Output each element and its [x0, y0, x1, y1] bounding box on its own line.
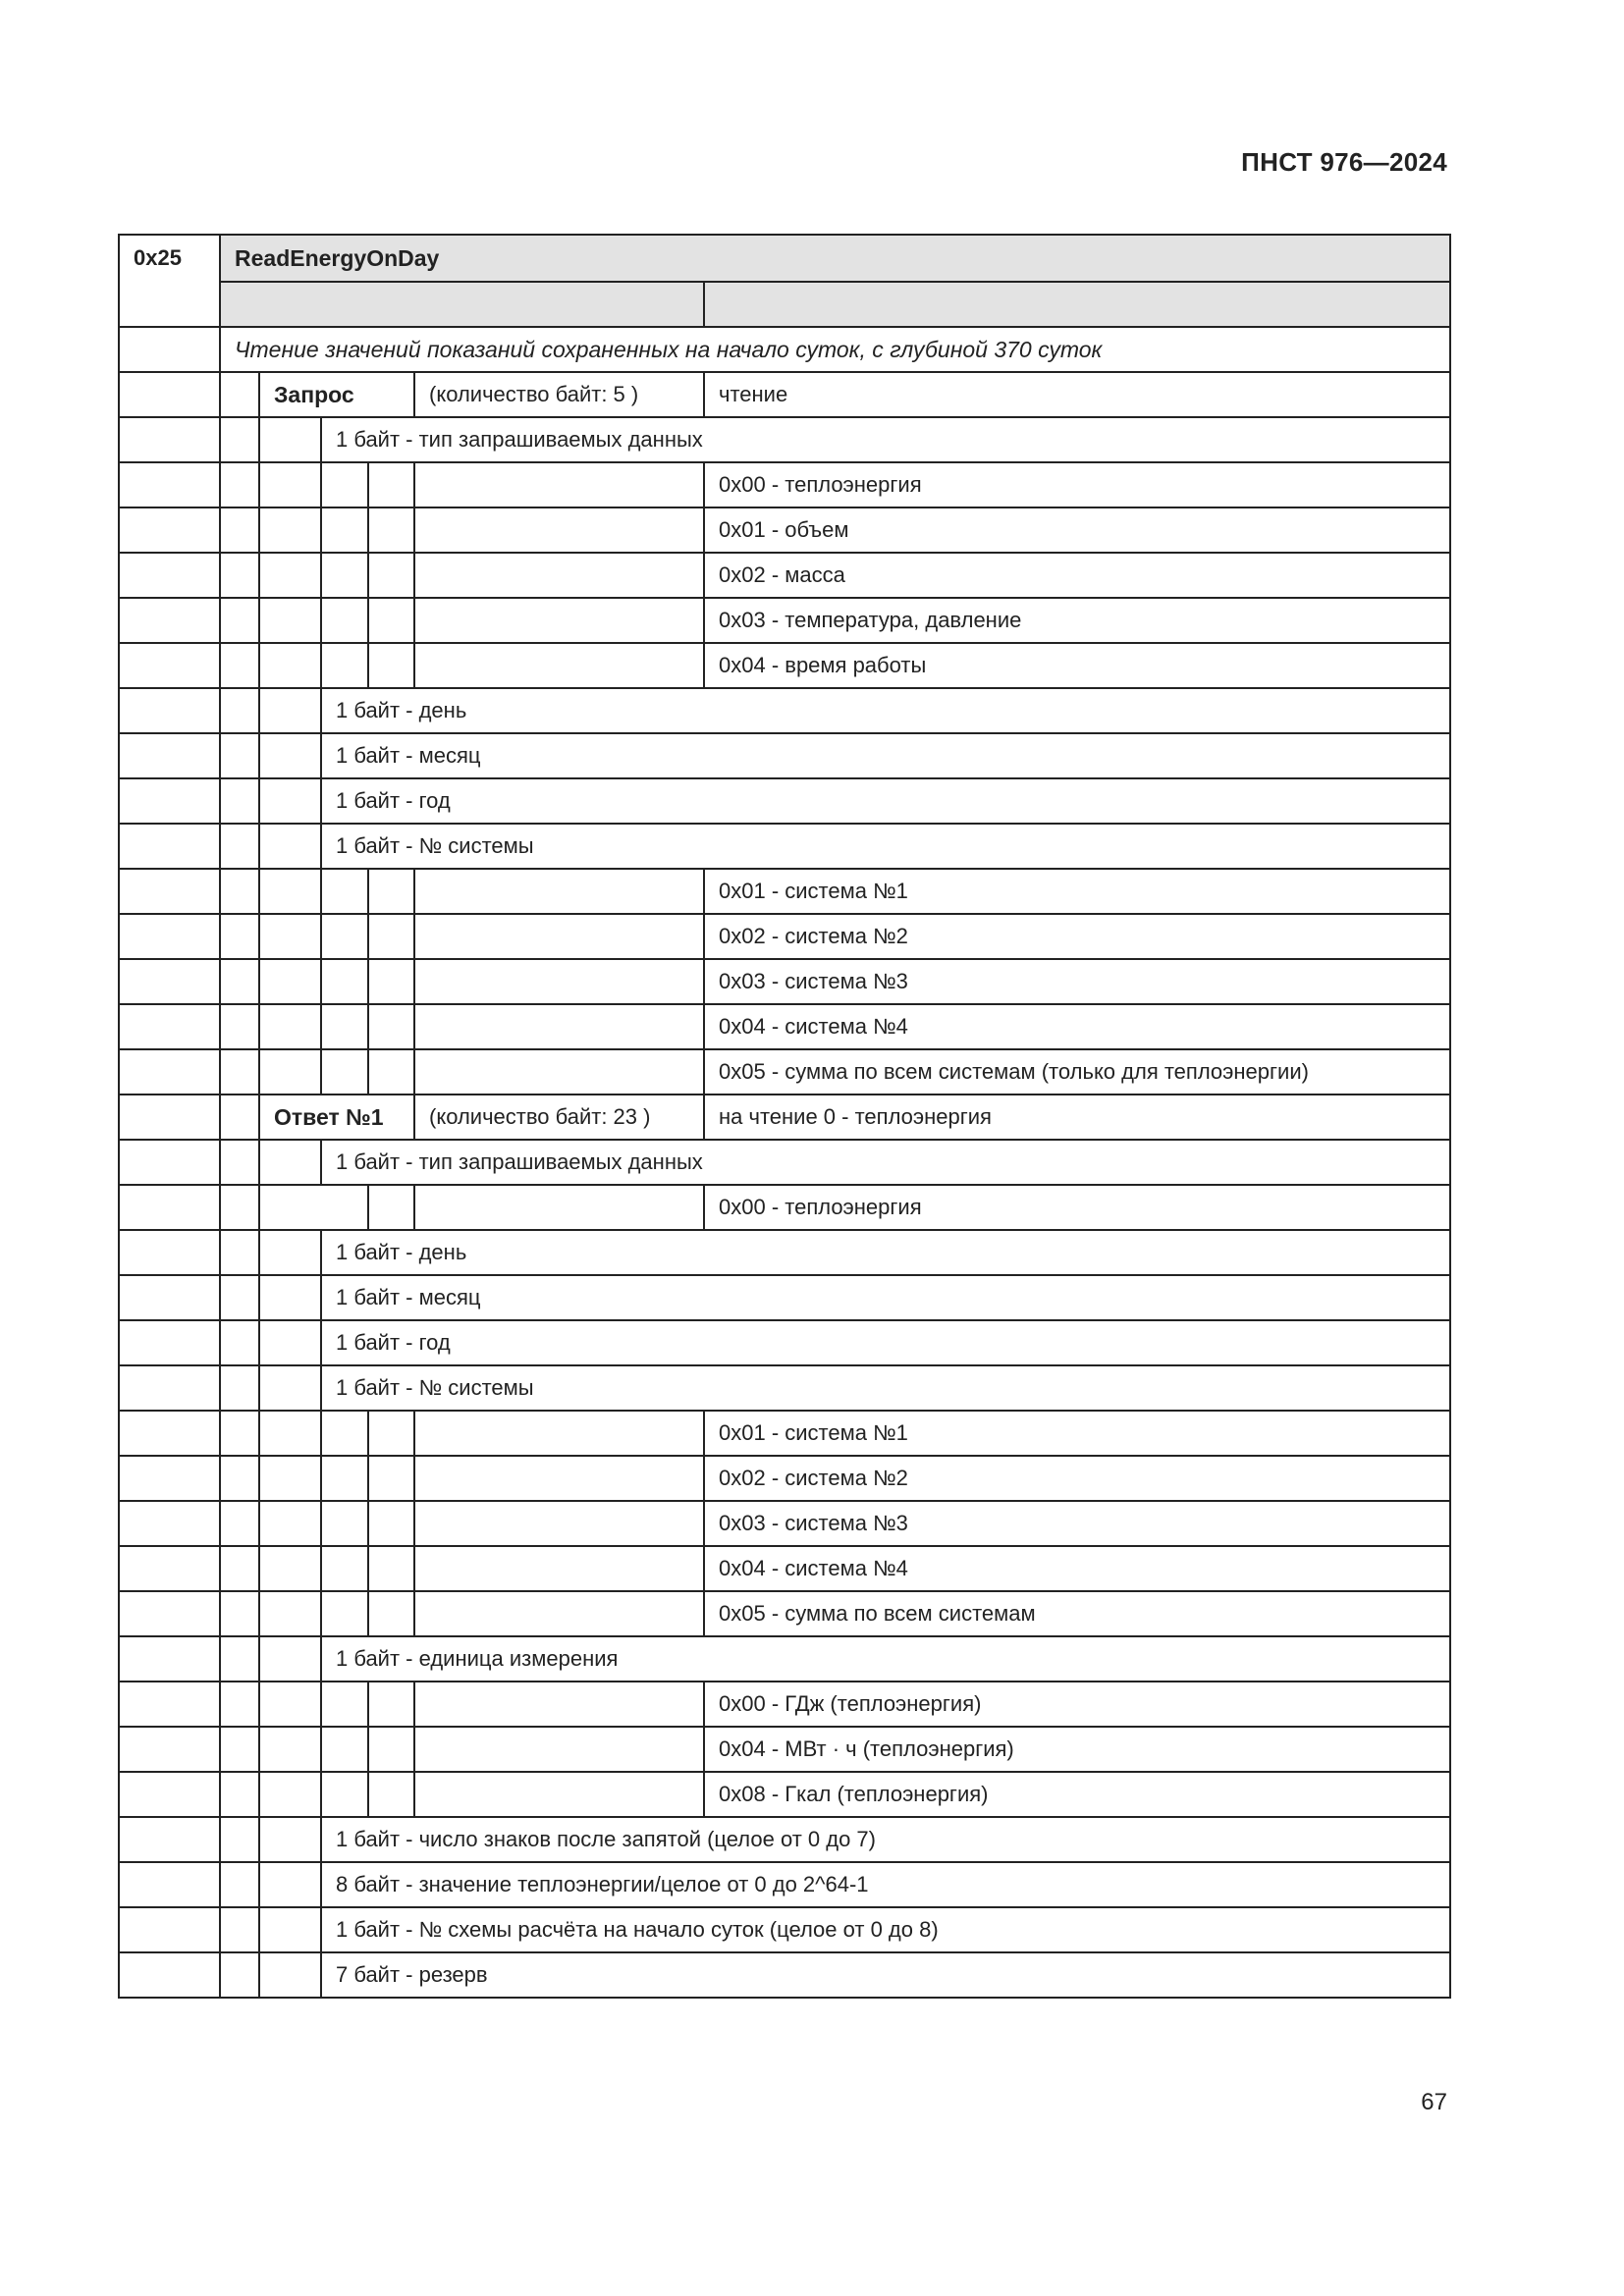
empty-cell — [368, 1004, 414, 1049]
empty-cell — [321, 553, 368, 598]
field-description: 1 байт - единица измерения — [321, 1636, 1450, 1682]
empty-cell — [119, 1004, 220, 1049]
empty-cell — [119, 1456, 220, 1501]
empty-cell — [220, 1817, 259, 1862]
empty-cell — [259, 1501, 321, 1546]
value-row — [119, 462, 1450, 507]
empty-cell — [321, 507, 368, 553]
empty-cell — [368, 643, 414, 688]
value-description: 0x00 - ГДж (теплоэнергия) — [704, 1682, 1450, 1727]
value-description: 0x02 - масса — [704, 553, 1450, 598]
empty-cell — [119, 1952, 220, 1998]
empty-cell — [259, 914, 321, 959]
empty-cell — [321, 1049, 368, 1095]
empty-cell — [220, 869, 259, 914]
empty-cell — [321, 1456, 368, 1501]
value-row — [119, 869, 1450, 914]
empty-cell — [368, 1772, 414, 1817]
empty-cell — [259, 1727, 321, 1772]
value-row — [119, 1591, 1450, 1636]
empty-cell — [414, 462, 704, 507]
field-description: 1 байт - № схемы расчёта на начало суток (целое от 0 до 8) — [321, 1907, 1450, 1952]
empty-cell — [220, 507, 259, 553]
value-description: 0x04 - МВт · ч (теплоэнергия) — [704, 1727, 1450, 1772]
empty-cell — [414, 914, 704, 959]
empty-cell — [119, 1095, 220, 1140]
empty-cell — [414, 1501, 704, 1546]
value-description: 0x04 - система №4 — [704, 1004, 1450, 1049]
empty-cell — [368, 959, 414, 1004]
empty-cell — [220, 1140, 259, 1185]
empty-cell — [259, 1772, 321, 1817]
field-row — [119, 1275, 1450, 1320]
empty-cell — [220, 1456, 259, 1501]
empty-cell — [321, 1682, 368, 1727]
empty-cell — [220, 688, 259, 733]
field-row — [119, 1952, 1450, 1998]
field-description: 1 байт - месяц — [321, 733, 1450, 778]
empty-cell — [259, 1275, 321, 1320]
empty-cell — [119, 327, 220, 372]
empty-cell — [321, 1004, 368, 1049]
value-row — [119, 1727, 1450, 1772]
field-description: 1 байт - год — [321, 778, 1450, 824]
empty-cell — [220, 824, 259, 869]
response-note: на чтение 0 - теплоэнергия — [704, 1095, 1450, 1140]
field-row — [119, 1140, 1450, 1185]
empty-cell — [220, 1230, 259, 1275]
value-row — [119, 598, 1450, 643]
empty-cell — [321, 914, 368, 959]
empty-cell — [220, 1411, 259, 1456]
empty-cell — [220, 1185, 259, 1230]
value-description: 0x04 - время работы — [704, 643, 1450, 688]
empty-cell — [119, 1365, 220, 1411]
empty-cell — [119, 1501, 220, 1546]
empty-cell — [414, 553, 704, 598]
value-description: 0x04 - система №4 — [704, 1546, 1450, 1591]
empty-cell — [220, 1095, 259, 1140]
empty-cell — [220, 417, 259, 462]
empty-cell — [321, 1546, 368, 1591]
empty-cell — [321, 1501, 368, 1546]
empty-cell — [119, 417, 220, 462]
value-row — [119, 507, 1450, 553]
field-row — [119, 1862, 1450, 1907]
empty-cell — [220, 1320, 259, 1365]
empty-cell — [321, 869, 368, 914]
empty-cell — [220, 1682, 259, 1727]
value-row — [119, 1049, 1450, 1095]
empty-cell — [119, 959, 220, 1004]
empty-cell — [414, 507, 704, 553]
empty-cell — [259, 417, 321, 462]
empty-cell — [259, 1320, 321, 1365]
response-label: Ответ №1 — [259, 1095, 414, 1140]
empty-cell — [259, 507, 321, 553]
empty-cell — [414, 1004, 704, 1049]
empty-cell — [414, 1456, 704, 1501]
field-row — [119, 1817, 1450, 1862]
command-spec-table — [118, 234, 1451, 1999]
field-description: 1 байт - № системы — [321, 1365, 1450, 1411]
empty-cell — [119, 372, 220, 417]
empty-cell — [321, 598, 368, 643]
document-id: ПНСТ 976—2024 — [1241, 147, 1447, 177]
empty-cell — [414, 1411, 704, 1456]
value-row — [119, 553, 1450, 598]
value-row — [119, 1004, 1450, 1049]
value-description: 0x01 - система №1 — [704, 1411, 1450, 1456]
field-description: 1 байт - месяц — [321, 1275, 1450, 1320]
empty-cell — [368, 507, 414, 553]
empty-cell — [321, 643, 368, 688]
request-note: чтение — [704, 372, 1450, 417]
empty-cell — [368, 598, 414, 643]
request-header-row — [119, 372, 1450, 417]
empty-cell — [259, 688, 321, 733]
request-byte-count: (количество байт: 5 ) — [414, 372, 704, 417]
value-description: 0x03 - система №3 — [704, 1501, 1450, 1546]
empty-cell — [259, 598, 321, 643]
value-row — [119, 1546, 1450, 1591]
empty-cell — [259, 643, 321, 688]
empty-cell — [259, 1952, 321, 1998]
empty-cell — [220, 1004, 259, 1049]
empty-cell — [368, 1456, 414, 1501]
empty-cell — [119, 643, 220, 688]
empty-cell — [119, 1320, 220, 1365]
field-description: 7 байт - резерв — [321, 1952, 1450, 1998]
empty-cell — [414, 1185, 704, 1230]
field-row — [119, 1365, 1450, 1411]
command-code: 0x25 — [119, 235, 220, 327]
field-description: 1 байт - тип запрашиваемых данных — [321, 417, 1450, 462]
empty-cell — [119, 1907, 220, 1952]
empty-cell — [259, 1546, 321, 1591]
empty-cell — [119, 1049, 220, 1095]
value-description: 0x00 - теплоэнергия — [704, 462, 1450, 507]
response-byte-count: (количество байт: 23 ) — [414, 1095, 704, 1140]
value-description: 0x02 - система №2 — [704, 914, 1450, 959]
empty-cell — [414, 869, 704, 914]
empty-cell — [220, 598, 259, 643]
empty-cell — [259, 1682, 321, 1727]
value-description: 0x03 - система №3 — [704, 959, 1450, 1004]
empty-cell — [119, 1546, 220, 1591]
field-description: 1 байт - тип запрашиваемых данных — [321, 1140, 1450, 1185]
field-row — [119, 733, 1450, 778]
value-description: 0x01 - система №1 — [704, 869, 1450, 914]
empty-cell — [220, 1636, 259, 1682]
page-number: 67 — [1421, 2089, 1447, 2115]
empty-cell — [414, 598, 704, 643]
empty-cell — [259, 1049, 321, 1095]
empty-cell — [220, 1907, 259, 1952]
empty-cell — [259, 824, 321, 869]
empty-cell — [259, 1411, 321, 1456]
empty-cell — [119, 914, 220, 959]
empty-cell — [321, 462, 368, 507]
command-description: Чтение значений показаний сохраненных на начало суток, с глубиной 370 суток — [220, 327, 1450, 372]
empty-cell — [259, 1591, 321, 1636]
empty-cell — [321, 959, 368, 1004]
field-description: 1 байт - день — [321, 688, 1450, 733]
empty-cell — [259, 778, 321, 824]
empty-cell — [220, 1049, 259, 1095]
empty-cell — [220, 1591, 259, 1636]
empty-cell — [119, 1591, 220, 1636]
empty-cell — [119, 824, 220, 869]
empty-cell — [414, 1682, 704, 1727]
field-row — [119, 824, 1450, 869]
field-description: 1 байт - № системы — [321, 824, 1450, 869]
empty-cell — [119, 553, 220, 598]
empty-cell — [368, 1727, 414, 1772]
description-row — [119, 327, 1450, 372]
empty-cell — [119, 1140, 220, 1185]
value-description: 0x08 - Гкал (теплоэнергия) — [704, 1772, 1450, 1817]
empty-cell — [220, 1501, 259, 1546]
empty-cell — [368, 869, 414, 914]
empty-cell — [259, 1817, 321, 1862]
empty-cell — [414, 1049, 704, 1095]
field-row — [119, 1636, 1450, 1682]
empty-cell — [119, 1636, 220, 1682]
empty-cell — [220, 1952, 259, 1998]
field-description: 1 байт - день — [321, 1230, 1450, 1275]
empty-cell — [119, 1862, 220, 1907]
empty-cell — [220, 372, 259, 417]
empty-cell — [119, 598, 220, 643]
empty-cell — [414, 1727, 704, 1772]
request-label: Запрос — [259, 372, 414, 417]
empty-cell — [119, 1275, 220, 1320]
empty-cell — [119, 1185, 220, 1230]
value-row — [119, 1185, 1450, 1230]
empty-cell — [414, 1591, 704, 1636]
field-row — [119, 1907, 1450, 1952]
field-row — [119, 417, 1450, 462]
command-name: ReadEnergyOnDay — [220, 235, 1450, 282]
empty-cell — [259, 1230, 321, 1275]
empty-cell — [220, 733, 259, 778]
empty-cell — [368, 1049, 414, 1095]
field-row — [119, 778, 1450, 824]
empty-cell — [414, 959, 704, 1004]
response-header-row — [119, 1095, 1450, 1140]
empty-cell — [414, 643, 704, 688]
empty-cell — [259, 1456, 321, 1501]
empty-cell — [220, 553, 259, 598]
empty-cell — [368, 1501, 414, 1546]
empty-cell — [259, 1185, 368, 1230]
empty-cell — [220, 1275, 259, 1320]
empty-cell — [220, 1546, 259, 1591]
empty-cell — [119, 688, 220, 733]
value-row — [119, 1682, 1450, 1727]
empty-cell — [368, 1682, 414, 1727]
empty-cell — [259, 1140, 321, 1185]
field-description: 8 байт - значение теплоэнергии/целое от 0 до 2^64-1 — [321, 1862, 1450, 1907]
header-blank-cell — [704, 282, 1450, 327]
empty-cell — [368, 1411, 414, 1456]
empty-cell — [119, 778, 220, 824]
empty-cell — [220, 1727, 259, 1772]
header-blank-cell — [220, 282, 704, 327]
empty-cell — [368, 553, 414, 598]
empty-cell — [414, 1546, 704, 1591]
value-description: 0x05 - сумма по всем системам — [704, 1591, 1450, 1636]
empty-cell — [259, 553, 321, 598]
empty-cell — [220, 1365, 259, 1411]
empty-cell — [368, 1591, 414, 1636]
value-row — [119, 914, 1450, 959]
empty-cell — [119, 1230, 220, 1275]
command-title-row — [119, 235, 1450, 282]
value-row — [119, 643, 1450, 688]
field-row — [119, 688, 1450, 733]
empty-cell — [259, 462, 321, 507]
empty-cell — [119, 1817, 220, 1862]
empty-cell — [259, 1004, 321, 1049]
empty-cell — [259, 1365, 321, 1411]
value-description: 0x00 - теплоэнергия — [704, 1185, 1450, 1230]
value-description: 0x03 - температура, давление — [704, 598, 1450, 643]
empty-cell — [220, 1862, 259, 1907]
empty-cell — [368, 1546, 414, 1591]
command-header-blank-row — [119, 282, 1450, 327]
empty-cell — [321, 1727, 368, 1772]
empty-cell — [259, 959, 321, 1004]
empty-cell — [368, 1185, 414, 1230]
value-description: 0x05 - сумма по всем системам (только для теплоэнергии) — [704, 1049, 1450, 1095]
value-row — [119, 1772, 1450, 1817]
empty-cell — [321, 1411, 368, 1456]
value-row — [119, 1411, 1450, 1456]
empty-cell — [220, 778, 259, 824]
value-row — [119, 1456, 1450, 1501]
value-description: 0x01 - объем — [704, 507, 1450, 553]
empty-cell — [259, 733, 321, 778]
empty-cell — [220, 462, 259, 507]
empty-cell — [119, 733, 220, 778]
empty-cell — [321, 1591, 368, 1636]
empty-cell — [119, 1772, 220, 1817]
field-row — [119, 1320, 1450, 1365]
empty-cell — [220, 643, 259, 688]
empty-cell — [119, 1411, 220, 1456]
empty-cell — [119, 507, 220, 553]
empty-cell — [119, 462, 220, 507]
empty-cell — [259, 1862, 321, 1907]
empty-cell — [220, 959, 259, 1004]
empty-cell — [220, 1772, 259, 1817]
field-row — [119, 1230, 1450, 1275]
value-row — [119, 959, 1450, 1004]
field-description: 1 байт - год — [321, 1320, 1450, 1365]
empty-cell — [368, 914, 414, 959]
empty-cell — [321, 1772, 368, 1817]
empty-cell — [119, 869, 220, 914]
value-row — [119, 1501, 1450, 1546]
field-description: 1 байт - число знаков после запятой (целое от 0 до 7) — [321, 1817, 1450, 1862]
empty-cell — [119, 1727, 220, 1772]
empty-cell — [259, 1636, 321, 1682]
empty-cell — [119, 1682, 220, 1727]
empty-cell — [259, 869, 321, 914]
empty-cell — [368, 462, 414, 507]
empty-cell — [220, 914, 259, 959]
empty-cell — [259, 1907, 321, 1952]
value-description: 0x02 - система №2 — [704, 1456, 1450, 1501]
empty-cell — [414, 1772, 704, 1817]
